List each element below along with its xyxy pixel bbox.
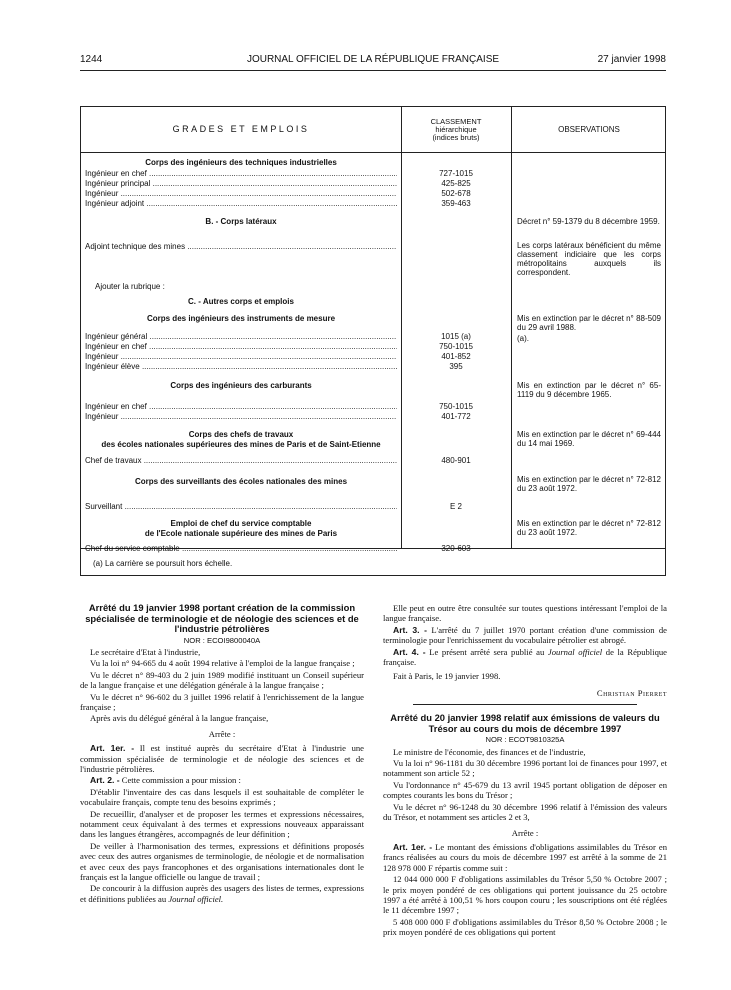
section-title: Corps des ingénieurs des carburants — [170, 381, 312, 390]
section-title: Corps des chefs de travaux — [188, 430, 294, 439]
table-row: Ingénieur ..... 401-852 — [81, 352, 667, 362]
table-row: Ingénieur élève ..... 395 — [81, 362, 667, 372]
paragraph: Vu le décret n° 96-602 du 3 juillet 1996 relatif à l'enrichissement de la langue française ; — [80, 691, 364, 712]
paragraph: D'établir l'inventaire des cas dans lesquels il est souhaitable de compléter le vocabulaire français, compte tenu des besoins exprimés ; — [80, 786, 364, 808]
left-column — [80, 603, 364, 905]
section-title: Corps des surveillants des écoles nationales des mines — [134, 477, 348, 486]
journal-title: JOURNAL OFFICIEL DE LA RÉPUBLIQUE FRANÇAISE — [246, 54, 500, 65]
section-title: B. - Corps latéraux — [205, 217, 277, 226]
section-title: Emploi de chef du service comptable — [170, 519, 312, 528]
table-row: Ingénieur ..... 401-772 — [81, 412, 667, 422]
section-title: de l'Ecole nationale supérieure des mines de Paris — [144, 529, 338, 538]
arrete-heading: Arrête : — [208, 728, 236, 739]
page-number: 1244 — [80, 54, 103, 65]
column-header-observations: OBSERVATIONS — [558, 125, 620, 134]
signature: Christian Pierret — [596, 687, 667, 698]
observation: Mis en extinction par le décret n° 69-444 du 14 mai 1969. — [517, 430, 661, 448]
table-footnote: (a) La carrière se poursuit hors échelle. — [93, 559, 233, 568]
table-row: Ingénieur en chef ..... 750-1015 — [81, 402, 667, 412]
paragraph: Vu l'ordonnance n° 45-679 du 13 avril 1945 portant obligation de déposer en comptes courants les bons du Trésor ; — [383, 779, 667, 801]
paragraph: Le ministre de l'économie, des finances et de l'industrie, — [393, 746, 586, 757]
observation: Mis en extinction par le décret n° 88-509 du 29 avril 1988. — [517, 314, 661, 332]
article-separator — [413, 704, 637, 705]
instruction-text: Ajouter la rubrique : — [95, 282, 165, 291]
table-row: Ingénieur en chef ..... 750-1015 — [81, 342, 667, 352]
observation: (a). — [517, 334, 529, 343]
observation: Les corps latéraux bénéficient du même classement indiciaire que les corps métropolitains auxquels ils correspondent. — [517, 241, 661, 277]
paragraph: Après avis du délégué général à la langue française, — [90, 713, 269, 724]
nor-reference: NOR : ECOI9800040A — [183, 635, 261, 645]
paragraph: Vu le décret n° 89-403 du 2 juin 1989 modifié instituant un Conseil supérieur de la langue française et une délégation générale à la langue française ; — [80, 669, 364, 691]
table-row: Ingénieur ..... 502-678 — [81, 189, 667, 199]
article-clause: Art. 4. - Le présent arrêté sera publié au Journal officiel de la République française. — [383, 646, 667, 668]
table-row: Ingénieur en chef ..... 727-1015 — [81, 169, 667, 179]
table-row: Ingénieur général ..... 1015 (a) — [81, 332, 667, 342]
section-title: Corps des ingénieurs des instruments de mesure — [146, 314, 336, 323]
table-row: Ingénieur adjoint ..... 359-463 — [81, 199, 667, 209]
article-clause: Art. 2. - Cette commission a pour mission : — [90, 775, 241, 786]
section-title: des écoles nationales supérieures des mines de Paris et de Saint-Etienne — [101, 440, 381, 449]
paragraph: Vu la loi n° 96-1181 du 30 décembre 1996 portant loi de finances pour 1997, et notamment son article 52 ; — [383, 758, 667, 779]
paragraph: Vu le décret n° 96-1248 du 30 décembre 1996 relatif à l'émission des valeurs du Trésor, et notamment ses articles 2 et 3, — [383, 801, 667, 823]
page-header — [80, 54, 666, 70]
table-row: Chef de travaux ..... 480-901 — [81, 456, 667, 466]
observation: Décret n° 59-1379 du 8 décembre 1959. — [517, 217, 660, 226]
column-header-classement: CLASSEMENT hiérarchique (indices bruts) — [430, 116, 482, 142]
observation: Mis en extinction par le décret n° 72-812 du 23 août 1972. — [517, 475, 661, 493]
header-separator — [81, 152, 665, 153]
article-title: Arrêté du 19 janvier 1998 portant création de la commission spécialisée de terminologie et de néologie des sciences et de l'industrie pétrolières — [85, 602, 359, 634]
paragraph: De recueillir, d'analyser et de proposer les termes et expressions nécessaires, notamment ceux équivalant à des termes et expressions nouveaux apparaissant dans les langues étrangères, accompagnés de leur définition ; — [80, 808, 364, 840]
grades-table — [80, 106, 666, 576]
article-clause: Art. 3. - L'arrêté du 7 juillet 1970 portant création d'une commission de terminologie pour l'enrichissement du vocabulaire pétrolier est abrogé. — [383, 624, 667, 646]
paragraph: 12 044 000 000 F d'obligations assimilables du Trésor 5,50 % Octobre 2007 ; le prix moyen pondéré de ces obligations qui portent jouissance du 25 octobre 1997 a été arrêté à 100,51 % hors coupon couru ; les souscriptions ont été réglées le 11 décembre 1997 ; — [383, 874, 667, 916]
arrete-heading: Arrête : — [511, 827, 539, 838]
paragraph: De concourir à la diffusion auprès des usagers des listes de termes, expressions et définitions publiées au Journal officiel. — [80, 883, 364, 904]
right-column — [383, 603, 667, 939]
table-row: Ingénieur principal ..... 425-825 — [81, 179, 667, 189]
observation: Mis en extinction par le décret n° 65-1119 du 9 décembre 1965. — [517, 381, 661, 399]
article-title: Arrêté du 20 janvier 1998 relatif aux émissions de valeurs du Trésor au cours du mois de décembre 1997 — [390, 712, 660, 734]
article-clause: Art. 1er. - Le montant des émissions d'obligations assimilables du Trésor en francs réalisées au cours du mois de décembre 1997 est arrêté à la somme de 21 128 978 000 F répartis comme suit : — [383, 841, 667, 873]
header-rule — [80, 70, 666, 71]
section-title: C. - Autres corps et emplois — [188, 297, 294, 306]
observation: Mis en extinction par le décret n° 72-812 du 23 août 1972. — [517, 519, 661, 537]
table-row: Surveillant ..... E 2 — [81, 502, 667, 512]
section-title: Corps des ingénieurs des techniques industrielles — [145, 158, 337, 167]
paragraph: De veiller à l'harmonisation des termes, expressions et définitions proposés avec ceux des autres organismes de terminologie, de néologie et de normalisation et avec ceux des pays francophones et des organisations internationales dont le français est la langue officielle ou langue de travail ; — [80, 840, 364, 883]
issue-date: 27 janvier 1998 — [597, 54, 666, 65]
paragraph: 5 408 000 000 F d'obligations assimilables du Trésor 8,50 % Octobre 2008 ; le prix moyen pondéré de ces obligations qui portent — [383, 916, 667, 938]
paragraph: Le secrétaire d'Etat à l'industrie, — [90, 646, 201, 657]
article-clause: Art. 1er. - Il est institué auprès du secrétaire d'Etat à l'industrie une commission spécialisée de terminologie et de néologie des sciences et de l'industrie pétrolières. — [80, 743, 364, 774]
table-row: Adjoint technique des mines ..... — [81, 242, 667, 252]
paragraph: Elle peut en outre être consultée sur toutes questions intéressant l'emploi de la langue française. — [383, 603, 667, 624]
paragraph: Vu la loi n° 94-665 du 4 août 1994 relative à l'emploi de la langue française ; — [90, 658, 355, 669]
column-header-grades: GRADES ET EMPLOIS — [172, 124, 310, 134]
nor-reference: NOR : ECOT9810325A — [485, 735, 565, 745]
table-row: Chef du service comptable ..... 320-603 — [81, 544, 667, 554]
paragraph: Fait à Paris, le 19 janvier 1998. — [393, 671, 501, 682]
